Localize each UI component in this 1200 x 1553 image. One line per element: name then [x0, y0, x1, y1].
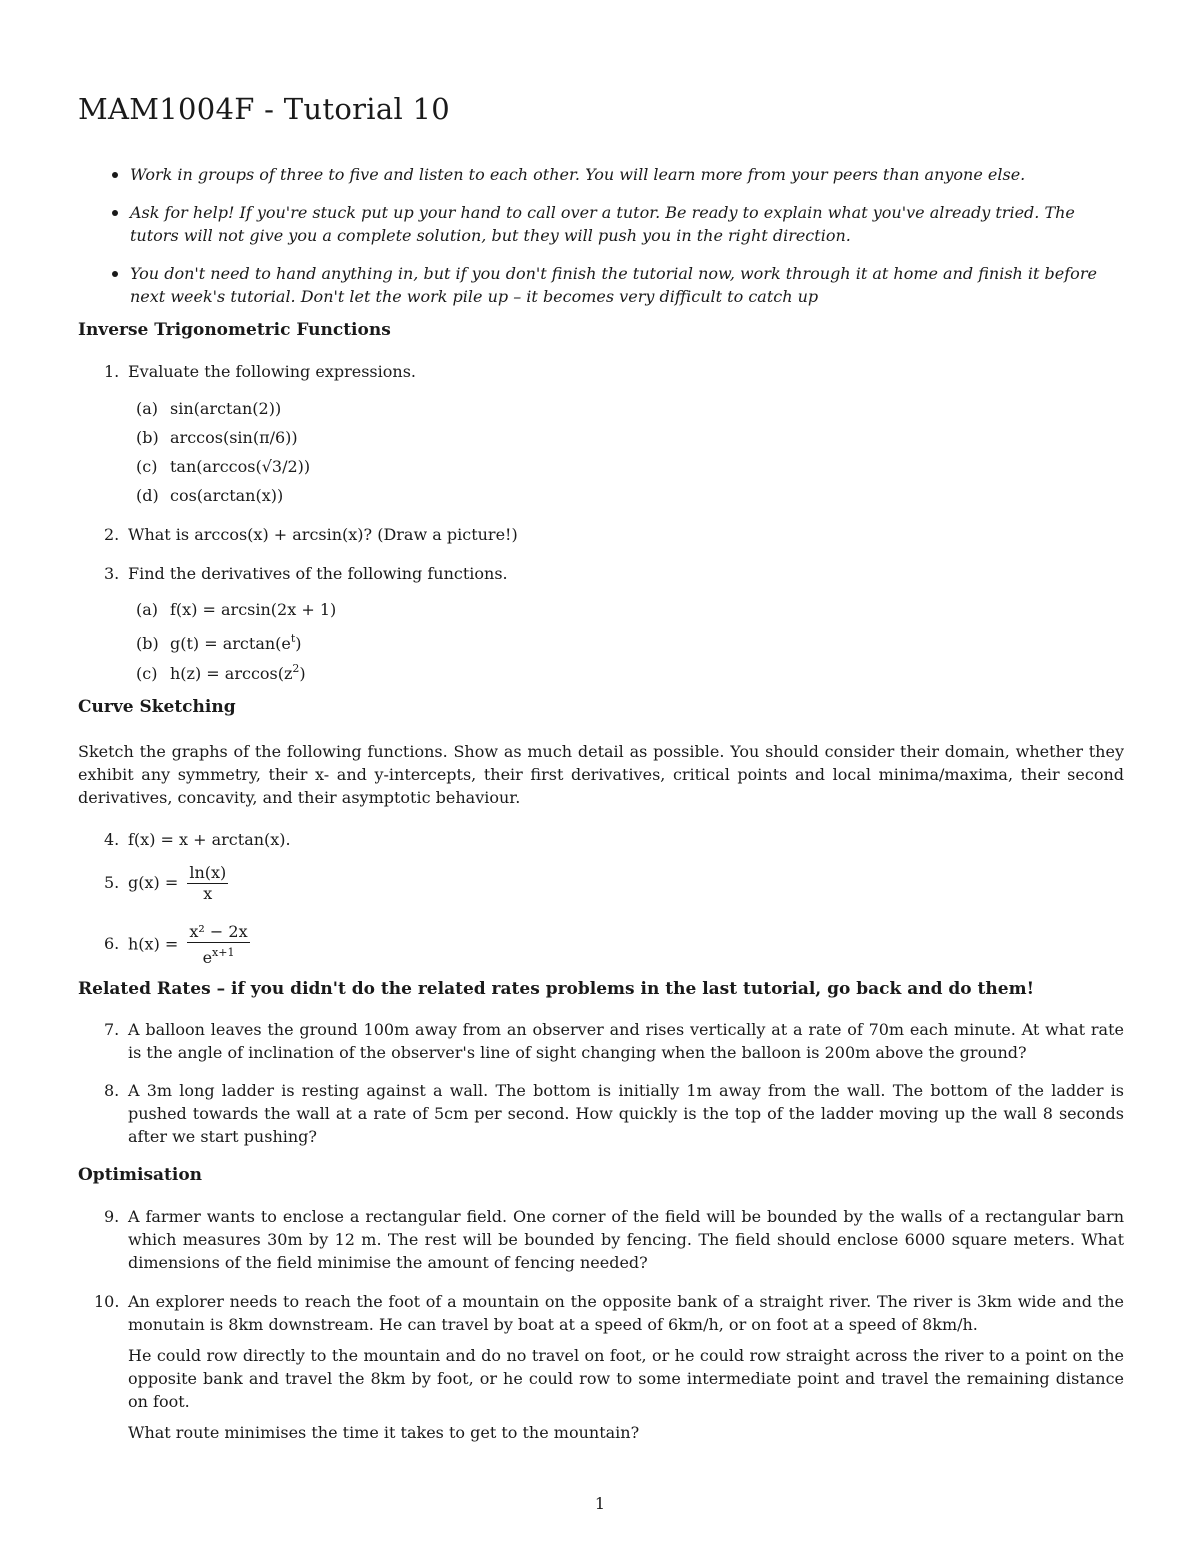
- question-1a: (a) sin(arctan(2)): [136, 399, 282, 418]
- question-9: 9. A farmer wants to enclose a rectangular field. One corner of the field will be bounded by the walls of a rectangular barn which measures 30m by 12 m. The rest will be bounded by fencing. The field should enclose 6000 square meters. What dimensions of the field minimise the amount of fencing needed?: [104, 1207, 1124, 1272]
- question-3b: (b) $g(t) = \arctan(e^t)$: [136, 632, 302, 653]
- question-1c: (c) tan(arccos(√3/2)): [136, 457, 311, 476]
- bullet-icon: [112, 172, 118, 178]
- question-3a: (a) f(x) = arcsin(2x + 1): [136, 600, 337, 619]
- question-3c: (c) $h(z) = \arccos(z^2)$: [136, 662, 306, 683]
- list-item: You don't need to hand anything in, but if you don't finish the tutorial now, work through it at home and finish it before next week's tutorial. Don't let the work pile up – it becomes very difficult to catch up: [78, 262, 1124, 308]
- curve-sketching-intro: Sketch the graphs of the following functions. Show as much detail as possible. You should consider their domain, whether they exhibit any symmetry, their x- and y-intercepts, their first derivatives, critical points and local minima/maxima, their second derivatives, concavity, and their asymptotic behaviour.: [78, 742, 1124, 807]
- fraction: $\frac{\text{x² − 2x}}{e^{x+1}}$: [189, 922, 248, 967]
- question-7: 7. A balloon leaves the ground 100m away from an observer and rises vertically at a rate of 70m each minute. At what rate is the angle of inclination of the observer's line of sight changing when the balloon is 200m above the ground?: [104, 1020, 1124, 1062]
- question-6: 6. h(x) = $\frac{\text{x² − 2x}}{e^{x+1}}$: [104, 922, 248, 967]
- list-item: Ask for help! If you're stuck put up your hand to call over a tutor. Be ready to explain what you've already tried. The tutors will not give you a complete solution, but they will push you in the right direction.: [78, 201, 1124, 247]
- question-1d: (d) cos(arctan(x)): [136, 486, 284, 505]
- section-heading-curve-sketching: Curve Sketching: [78, 697, 236, 717]
- question-2: 2. What is arccos(x) + arcsin(x)? (Draw a picture!): [104, 525, 518, 544]
- page-title: MAM1004F - Tutorial 10: [78, 92, 451, 126]
- question-5: 5. g(x) = $\frac{\ln(x)}{x}$: [104, 863, 227, 903]
- instructions-list: [78, 163, 1124, 323]
- question-3: 3. Find the derivatives of the following functions.: [104, 564, 508, 583]
- bullet-icon: [112, 210, 118, 216]
- section-heading-optimisation: Optimisation: [78, 1165, 203, 1185]
- page-number: 1: [594, 1494, 606, 1513]
- question-8: 8. A 3m long ladder is resting against a wall. The bottom is initially 1m away from the wall. The bottom of the ladder is pushed towards the wall at a rate of 5cm per second. How quickly is the top of the ladder moving up the wall 8 seconds after we start pushing?: [104, 1081, 1124, 1146]
- question-1b: (b) arccos(sin(π/6)): [136, 428, 298, 447]
- question-10: 10. An explorer needs to reach the foot of a mountain on the opposite bank of a straight river. The river is 3km wide and the monutain is 8km downstream. He can travel by boat at a speed of 6km/h, or on foot at a speed of 8km/h. He could row directly to the mountain and do no travel on foot, or he could row straight across the river to a point on the opposite bank and travel the 8km by foot, or he could row to some intermediate point and travel the remaining distance on foot. What route minimises the time it takes to get to the mountain?: [94, 1292, 1124, 1442]
- list-item: Work in groups of three to five and listen to each other. You will learn more from your peers than anyone else.: [78, 163, 1124, 186]
- section-heading-inverse-trig: Inverse Trigonometric Functions: [78, 320, 391, 340]
- question-4: 4. f(x) = x + arctan(x).: [104, 830, 291, 849]
- fraction: $\frac{\ln(x)}{x}$: [189, 863, 227, 903]
- question-1: 1. Evaluate the following expressions.: [104, 362, 416, 381]
- section-heading-related-rates: Related Rates – if you didn't do the related rates problems in the last tutorial, go back and do them!: [78, 979, 1035, 999]
- bullet-icon: [112, 271, 118, 277]
